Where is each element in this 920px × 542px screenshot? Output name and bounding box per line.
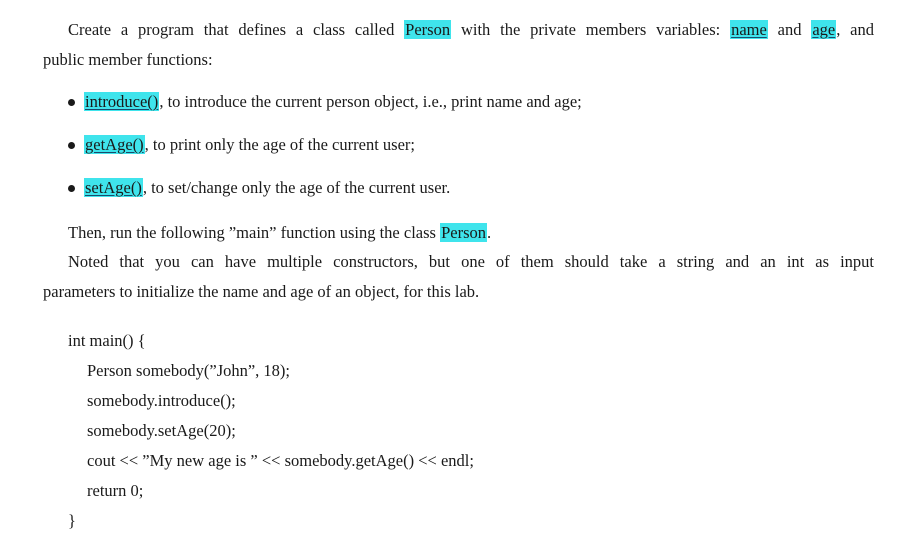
bullet-item-introduce bbox=[84, 92, 582, 112]
highlight-setage: setAge() bbox=[85, 178, 142, 197]
code-line-3: somebody.introduce(); bbox=[87, 391, 236, 410]
bullet-dot-icon bbox=[68, 142, 75, 149]
bullet-item-setage bbox=[84, 178, 450, 198]
bullet-text: , to introduce the current person object, i.e., print name and age; bbox=[159, 92, 582, 111]
code-line-5: cout << ”My new age is ” << somebody.getAge() << endl; bbox=[87, 451, 474, 470]
highlight-name: name bbox=[731, 20, 767, 39]
intro-text-1: Create a program that defines a class called bbox=[68, 20, 395, 39]
code-line-4: somebody.setAge(20); bbox=[87, 421, 236, 440]
intro-text-4: , and bbox=[836, 20, 875, 39]
highlight-person-class: Person bbox=[405, 20, 451, 39]
then-end: . bbox=[487, 223, 492, 242]
intro-line-2: public member functions: bbox=[43, 50, 213, 69]
highlight-getage: getAge() bbox=[85, 135, 144, 154]
bullet-text: , to set/change only the age of the current user. bbox=[142, 178, 451, 197]
intro-text-2: with the private members variables: bbox=[460, 20, 721, 39]
code-line-2: Person somebody(”John”, 18); bbox=[87, 361, 291, 380]
noted-line-1: Noted that you can have multiple constructors, but one of them should take a string and an int as input bbox=[68, 252, 874, 271]
highlight-person-then: Person bbox=[441, 223, 487, 242]
noted-line-2: parameters to initialize the name and age of an object, for this lab. bbox=[43, 282, 480, 301]
bullet-dot-icon bbox=[68, 185, 75, 192]
code-line-7: } bbox=[68, 511, 76, 530]
code-line-1: int main() { bbox=[68, 331, 146, 350]
intro-line-1 bbox=[68, 20, 874, 40]
code-line-6: return 0; bbox=[87, 481, 144, 500]
bullet-dot-icon bbox=[68, 99, 75, 106]
highlight-age: age bbox=[812, 20, 836, 39]
bullet-item-getage bbox=[84, 135, 415, 155]
then-paragraph bbox=[68, 223, 491, 243]
then-text: Then, run the following ”main” function using the class bbox=[68, 223, 436, 242]
bullet-text: , to print only the age of the current user; bbox=[144, 135, 415, 154]
highlight-introduce: introduce() bbox=[85, 92, 159, 111]
intro-text-3: and bbox=[777, 20, 802, 39]
